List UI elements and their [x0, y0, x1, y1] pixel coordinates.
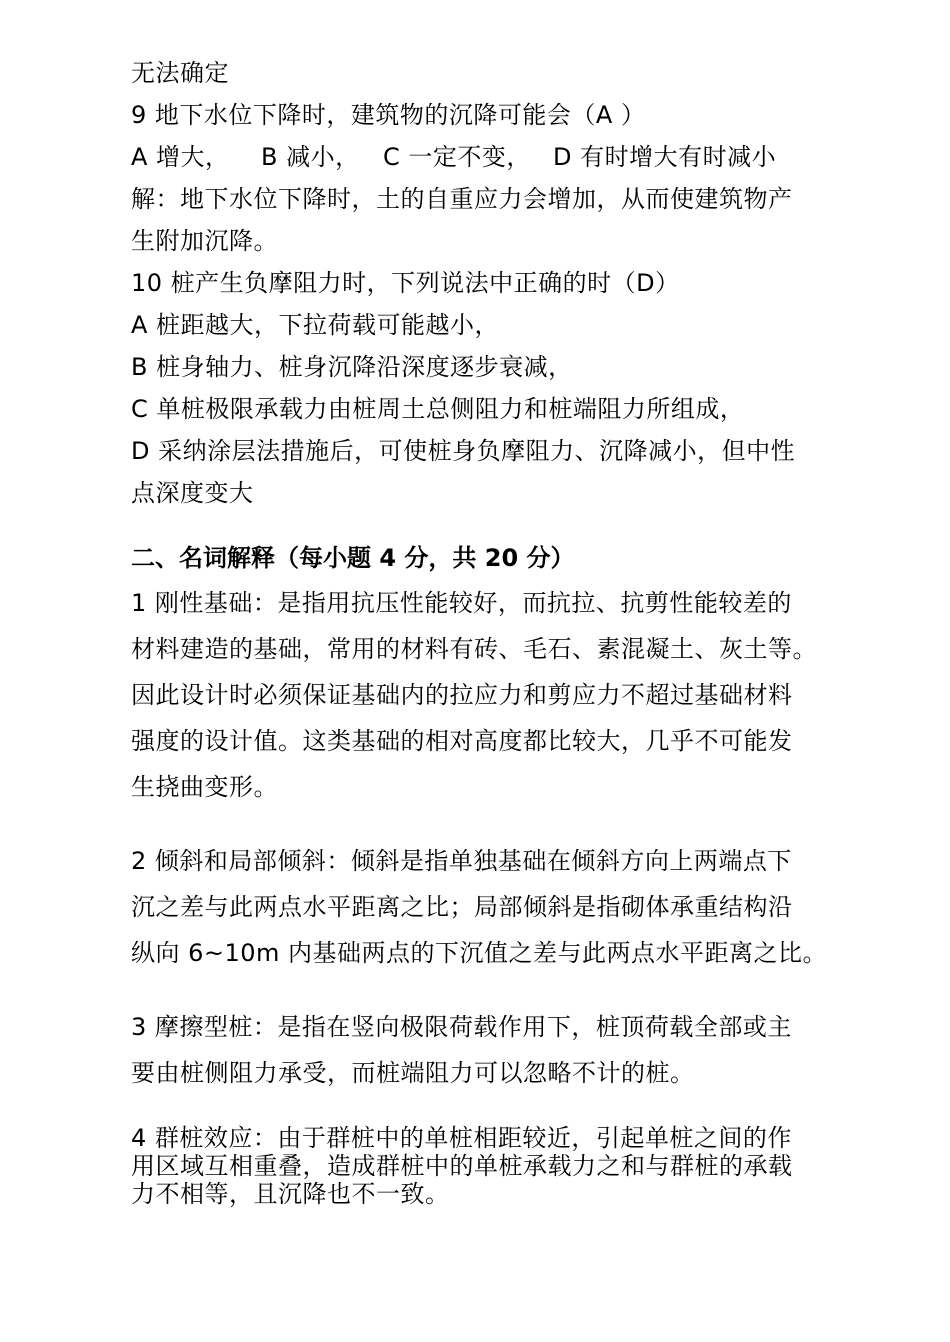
- q10-question: 10 桩产生负摩阻力时，下列说法中正确的时（D）: [131, 269, 680, 297]
- q9-option-b: B 减小，: [261, 143, 360, 171]
- term-2-line: 纵向 6~10m 内基础两点的下沉值之差与此两点水平距离之比。: [131, 939, 828, 967]
- q9-explanation-line: 解：地下水位下降时，土的自重应力会增加，从而使建筑物产: [131, 185, 793, 213]
- term-3-line: 3 摩擦型桩：是指在竖向极限荷载作用下，桩顶荷载全部或主: [131, 1013, 792, 1041]
- q10-option-c: C 单桩极限承载力由桩周土总侧阻力和桩端阻力所组成，: [131, 395, 745, 423]
- term-4-line: 用区域互相重叠，造成群桩中的单桩承载力之和与群桩的承载: [131, 1152, 793, 1180]
- term-1-line: 因此设计时必须保证基础内的拉应力和剪应力不超过基础材料: [131, 681, 793, 709]
- term-1-line: 材料建造的基础，常用的材料有砖、毛石、素混凝土、灰土等。: [131, 635, 817, 663]
- q9-question: 9 地下水位下降时，建筑物的沉降可能会（A ）: [131, 101, 646, 129]
- term-1-line: 强度的设计值。这类基础的相对高度都比较大，几乎不可能发: [131, 727, 793, 755]
- q9-options: [131, 136, 871, 178]
- q10-option-b: B 桩身轴力、桩身沉降沿深度逐步衰减，: [131, 353, 573, 381]
- q10-option-a: A 桩距越大，下拉荷载可能越小，: [131, 311, 500, 339]
- q10-option-d: D 采纳涂层法措施后，可使桩身负摩阻力、沉降减小，但中性: [131, 437, 796, 465]
- term-3-line: 要由桩侧阻力承受，而桩端阻力可以忽略不计的桩。: [131, 1059, 695, 1087]
- term-1-line: 1 刚性基础：是指用抗压性能较好，而抗拉、抗剪性能较差的: [131, 589, 792, 617]
- term-2-line: 沉之差与此两点水平距离之比；局部倾斜是指砌体承重结构沿: [131, 893, 793, 921]
- term-2-line: 2 倾斜和局部倾斜：倾斜是指单独基础在倾斜方向上两端点下: [131, 847, 792, 875]
- q9-explanation-line: 生附加沉降。: [131, 227, 278, 255]
- section-heading: 二、名词解释（每小题 4 分，共 20 分）: [131, 544, 575, 572]
- q9-option-a: A 增大，: [131, 143, 230, 171]
- document-page: [131, 52, 871, 1208]
- term-1-line: 生挠曲变形。: [131, 773, 278, 801]
- term-4-line: 4 群桩效应：由于群桩中的单桩相距较近，引起单桩之间的作: [131, 1124, 792, 1152]
- q10-option-d-cont: 点深度变大: [131, 479, 254, 507]
- q8-answer-tail: 无法确定: [131, 59, 229, 87]
- q9-option-d: D 有时增大有时减小: [553, 143, 777, 171]
- q9-option-c: C 一定不变，: [383, 143, 531, 171]
- term-4-line: 力不相等，且沉降也不一致。: [131, 1180, 450, 1208]
